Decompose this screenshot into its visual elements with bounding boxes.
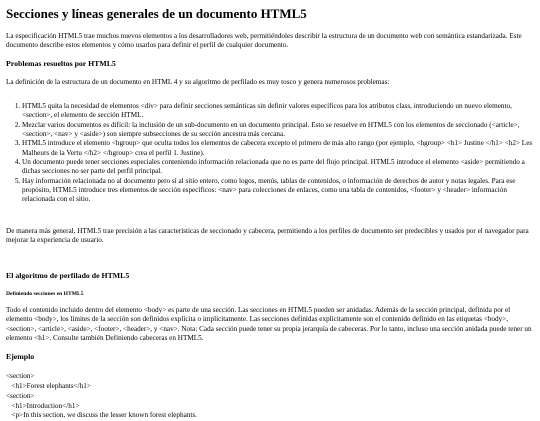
code-line: <section> — [6, 372, 35, 381]
list-item: 2. Mezclar varios documentos es difícil: la inclusión de un sub-documento en un documento principal. Esto se resuelve en HTML5 con los elementos de seccionado (<article>, <section>, <nav> y <aside>) son siempre subsecciones de su sección ancestra más cercana. — [22, 121, 534, 140]
problems-intro: La definición de la estructura de un documento en HTML 4 y su algoritmo de perfilado es muy tosco y genera numerosos problemas: — [6, 78, 390, 87]
example-heading: Ejemplo — [6, 352, 35, 362]
problems-list — [6, 102, 534, 205]
code-line: <h1>Introduction</h1> — [6, 401, 80, 410]
list-item: 1. HTML5 quita la necesidad de elementos <div> para definir secciones semánticas sin definir valores específicos para los atributos class, introduciendo un nuevo elemento, <section>, el elemento de sección HTML. — [22, 102, 534, 121]
algorithm-paragraph: Todo el contenido incluido dentro del elemento <body> es parte de una sección. Las secciones en HTML5 pueden ser anidadas. Además de la sección principal, definida por el elemento <body>, los límites de la sección son definidos explícita o implícitamente. Las secciones definidas explícitamente son el contenido definido en las etiquetas <body>, <section>, <article>, <aside>, <footer>, <header>, y <nav>. Nota: Cada sección puede tener su propia jerarquía de cabeceras. Por lo tanto, incluso una sección anidada puede tener un elemento <h1>. Consulte también Definiendo cabeceras en HTML5. — [6, 305, 532, 342]
code-line: <p>In this section, we discuss the lesser known forest elephants. — [6, 411, 197, 420]
intro-paragraph: La especificación HTML5 trae muchos nuevos elementos a los desarrolladores web, permitiéndoles describir la estructura de un documento web con semántica estandarizada. Este documento describe estos elementos y cómo usarlos para definir el perfil de cualquier documento. — [6, 31, 522, 49]
summary-paragraph: De manera más general, HTML5 trae precisión a las características de seccionado y cabecera, permitiendo a los perfiles de documento ser predecibles y usados por el navegador para mejorar la experiencia de usuario. — [6, 226, 529, 245]
list-item: 4. Un documento puede tener secciones especiales conteniendo información relacionada que no es parte del flujo principal. HTML5 introduce el elemento <aside> permitiendo a dichas secciones no ser parte del perfil principal. — [22, 158, 534, 177]
list-item: 3. HTML5 introduce el elemento <hgroup> que oculta todos los elementos de cabecera excepto el primero de más alto rango (por ejemplo, <hgroup> <h1> Justine </h1> <h2> Les Malheurs de la Vertu </h2> </hgroup> crea el perfil 1. Justine). — [22, 139, 534, 158]
code-example — [6, 372, 534, 421]
subheading: Definiendo secciones en HTML5 — [6, 290, 84, 297]
page-title: Secciones y líneas generales de un documento HTML5 — [6, 6, 307, 21]
algorithm-heading: El algoritmo de perfilado de HTML5 — [6, 271, 130, 281]
list-item: 5. Hay información relacionada no al documento pero sí al sitio entero, como logos, menús, tablas de contenidos, o información de derechos de autor y notas legales. Para ese propósito, HTML5 introduce tres elementos de sección específicos: <nav> para colecciones de enlaces, como una tabla de contenidos, <footer> y <header> información relacionada con el sitio. — [22, 177, 534, 205]
code-line: <section> — [6, 391, 35, 400]
code-line: <h1>Forest elephants</h1> — [6, 382, 91, 391]
problems-heading: Problemas resueltos por HTML5 — [6, 59, 116, 69]
